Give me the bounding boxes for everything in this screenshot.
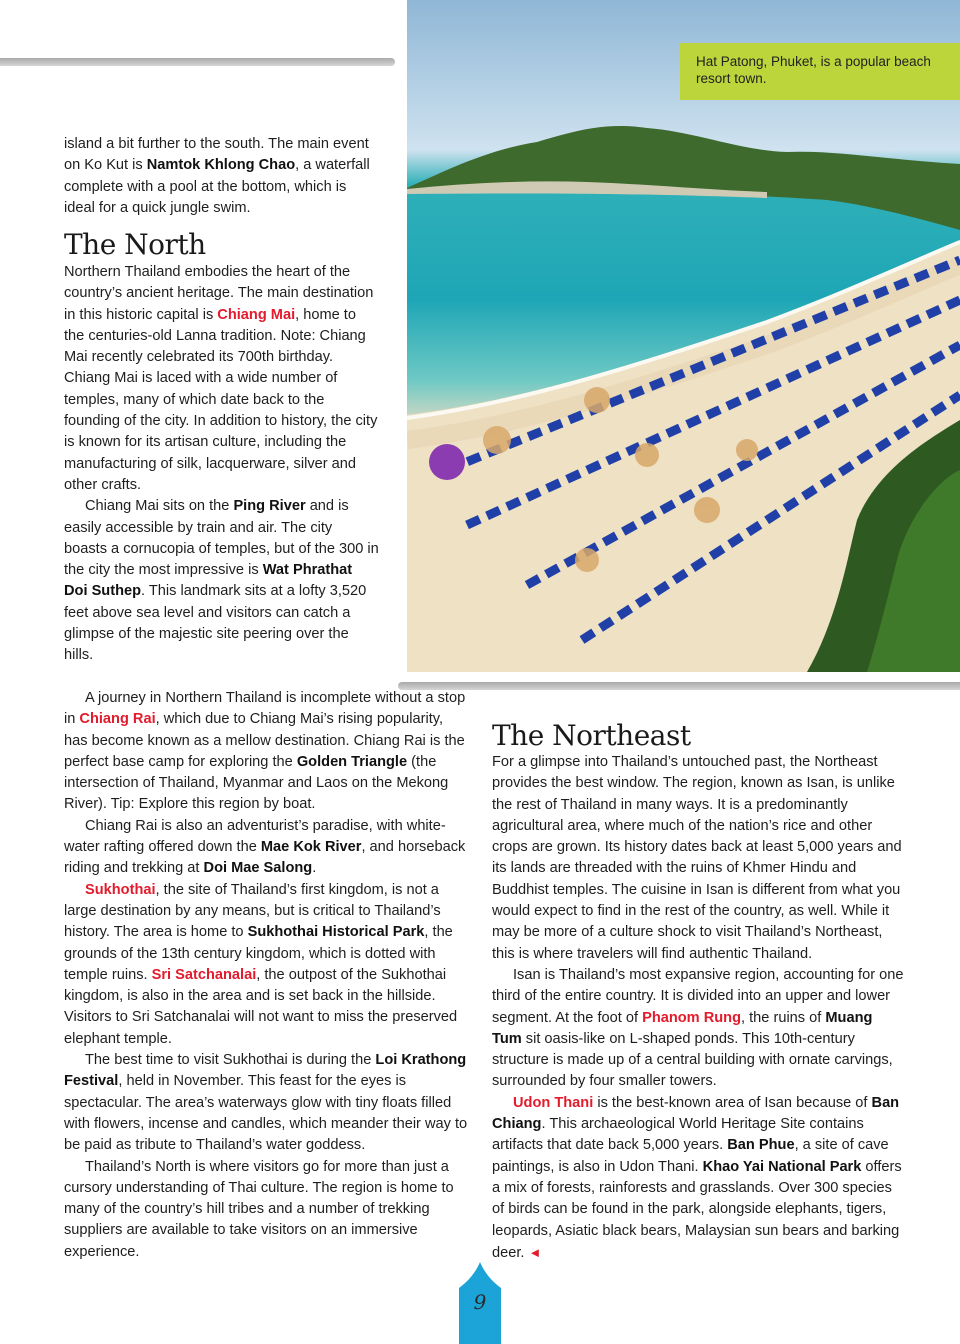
text-run: , a waterfall complete with a pool at the bottom, which is ideal for a quick jungle swim. xyxy=(64,157,370,216)
bold-place-name: Namtok Khlong Chao xyxy=(146,157,296,174)
middle-divider-bar xyxy=(398,682,960,690)
text-run: Northern Thailand embodies the heart of the country’s ancient heritage. The main destination in this historic capital is xyxy=(64,264,374,323)
text-run: . This archaeological World Heritage Site contains artifacts that date back 5,000 years. xyxy=(492,1116,864,1154)
highlighted-place-name: Sri Satchanalai xyxy=(151,966,257,983)
bold-place-name: Loi Krathong Festival xyxy=(64,1052,467,1090)
page-number: 9 xyxy=(473,1290,487,1314)
text-run: offers a mix of forests, rainforests and grasslands. Over 300 species of birds can be found in the park, alongside elephants, tigers, leopards, Asiatic black bears, Malaysian sun bears and barking deer. xyxy=(492,1158,902,1261)
photo-caption: Hat Patong, Phuket, is a popular beach resort town. xyxy=(680,43,960,100)
text-run: A journey in Northern Thailand is incomplete without a stop in xyxy=(64,690,466,728)
highlighted-place-name: Chiang Mai xyxy=(217,306,296,323)
text-run: For a glimpse into Thailand’s untouched past, the Northeast provides the best window. The region, known as Isan, is unlike the rest of Thailand in many ways. It is a predominantly agricultural area, where much of the nation’s rice and other crops are grown. Its history dates back at least 5,000 years and its lands are threaded with the ruins of Khmer Hindu and Buddhist temples. The cuisine in Isan is different from what you would expect to find in the rest of the country, as well. While it may be more of a culture shock to visit Thailand’s Northeast, this is where travelers will find authentic Thailand. xyxy=(492,754,902,962)
north-column-top xyxy=(64,262,379,667)
text-run: , the ruins of xyxy=(741,1009,826,1026)
text-run: sit oasis-like on L-shaped ponds. This 10th-century structure is made up of a central building with ornate carvings, surrounded by four smaller towers. xyxy=(492,1030,893,1090)
text-run: , which due to Chiang Mai’s rising popularity, has become known as a mellow destination. Chiang Rai is the perfect base camp for exploring the xyxy=(64,711,465,770)
text-run: . This landmark sits at a lofty 3,520 feet above sea level and visitors can catch a glimpse of the majestic site peering over the hills. xyxy=(64,583,367,664)
bold-place-name: Golden Triangle xyxy=(296,753,408,770)
top-divider-bar xyxy=(0,58,395,66)
highlighted-place-name: Udon Thani xyxy=(513,1094,594,1111)
text-run: , the grounds of the 13th century kingdom, which is dotted with temple ruins. xyxy=(64,924,453,983)
text-run: , the site of Thailand’s first kingdom, is not a large destination by any means, but is critical to Thailand’s history. The area is home to xyxy=(64,881,441,941)
intro-paragraph xyxy=(64,134,379,219)
text-run: Chiang Mai sits on the xyxy=(85,498,234,515)
highlighted-place-name: Sukhothai xyxy=(85,881,156,898)
end-of-article-arrow-icon: ◄ xyxy=(528,1244,542,1260)
text-run: The best time to visit Sukhothai is during the xyxy=(85,1052,376,1069)
bold-place-name: Sukhothai Historical Park xyxy=(247,924,425,941)
text-run: Isan is Thailand’s most expansive region, accounting for one third of the entire country. It is divided into an upper and lower segment. At the foot of xyxy=(492,966,904,1026)
highlighted-place-name: Phanom Rung xyxy=(642,1009,742,1026)
text-run: , home to the centuries-old Lanna tradition. Note: Chiang Mai recently celebrated its 700th birthday. Chiang Mai is laced with a wide number of temples, many of which date back to the founding of the city. In addition to history, the city is known for its artisan culture, including the manufacturing of silk, lacquerware, silver and other crafts. xyxy=(64,306,378,493)
text-run: Thailand’s North is where visitors go for more than just a cursory understanding of Thai culture. The region is home to many of the country’s hill tribes and a number of trekking suppliers are available to take visitors on an immersive experience. xyxy=(64,1158,454,1260)
north-column-bottom xyxy=(64,688,470,1263)
text-run: , and horseback riding and trekking at xyxy=(64,839,466,877)
text-run: , held in November. This feast for the eyes is spectacular. The area’s waterways glow with tiny floats filled with flowers, incense and candles, which meander their way to be paid as tribute to Thailand’s water goddess. xyxy=(64,1073,468,1154)
heading-the-northeast: The Northeast xyxy=(492,719,691,752)
text-run: Chiang Rai is also an adventurist’s paradise, with white-water rafting offered down the xyxy=(64,817,446,856)
highlighted-place-name: Chiang Rai xyxy=(79,711,156,728)
text-run: , the outpost of the Sukhothai kingdom, is also in the area and is set back in the hillside. Visitors to Sri Satchanalai will not want to miss the preserved elephant temple. xyxy=(64,966,458,1047)
bold-place-name: Ban Phue xyxy=(727,1137,795,1154)
text-run: (the intersection of Thailand, Myanmar and Laos on the Mekong River). Tip: Explore this region by boat. xyxy=(64,753,449,813)
beach-photo xyxy=(407,0,960,672)
bold-place-name: Ping River xyxy=(233,498,306,515)
text-run: and is easily accessible by train and air. The city boasts a cornucopia of temples, but of the 300 in the city the most impressive is xyxy=(64,498,379,579)
heading-the-north: The North xyxy=(64,228,206,261)
bold-place-name: Muang Tum xyxy=(492,1009,873,1047)
bold-place-name: Khao Yai National Park xyxy=(702,1158,862,1175)
bold-place-name: Wat Phrathat Doi Suthep xyxy=(64,562,353,600)
text-run: , a site of cave paintings, is also in Udon Thani. xyxy=(492,1137,889,1175)
bold-place-name: Doi Mae Salong xyxy=(203,860,313,877)
text-run: is the best-known area of Isan because of xyxy=(593,1094,872,1111)
text-run: . xyxy=(312,860,317,877)
bold-place-name: Ban Chiang xyxy=(492,1094,900,1133)
text-run: island a bit further to the south. The main event on Ko Kut is xyxy=(64,136,369,174)
northeast-column xyxy=(492,752,904,1264)
bold-place-name: Mae Kok River xyxy=(260,839,362,856)
